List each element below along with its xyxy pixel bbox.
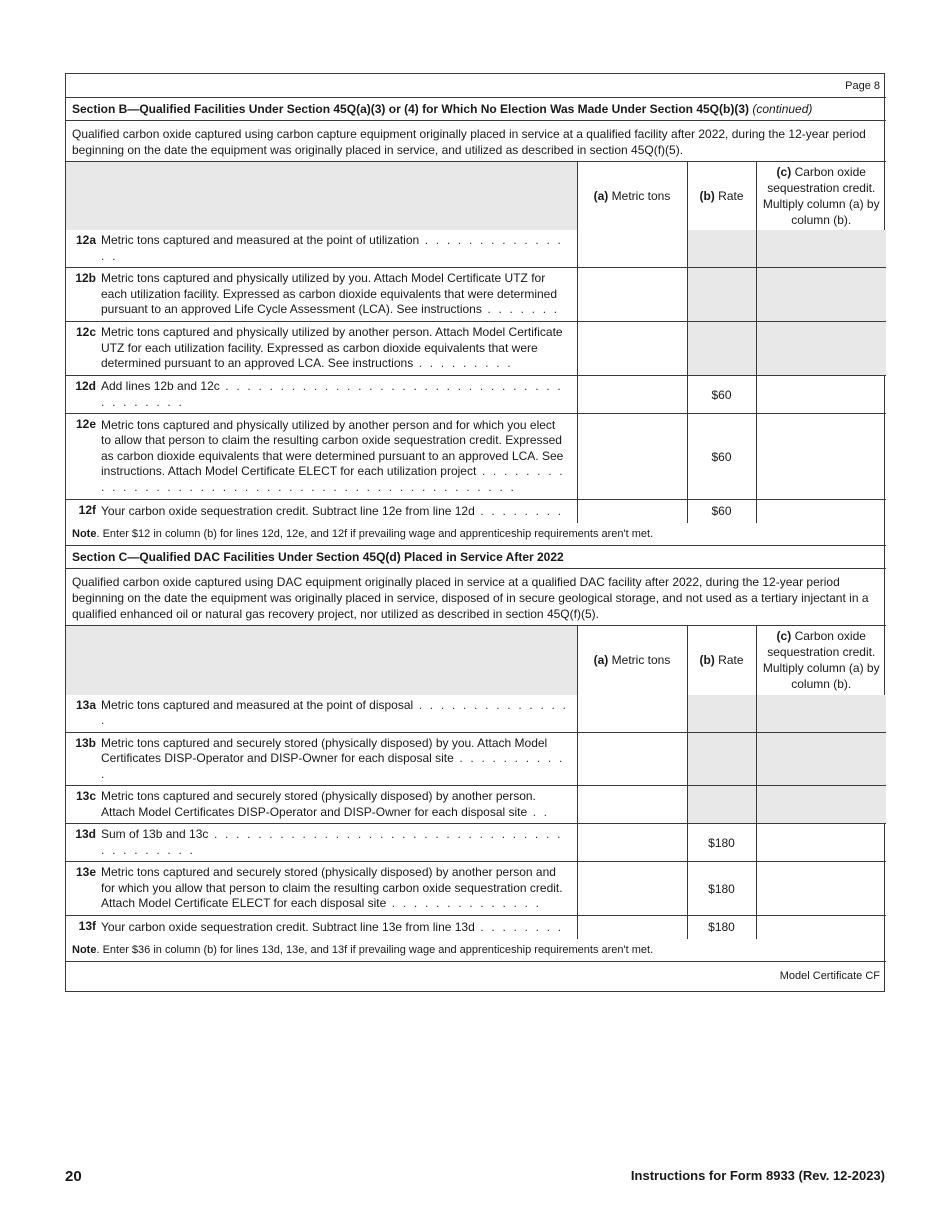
col-b-header: (b) Rate <box>687 161 756 230</box>
credit-field[interactable] <box>756 916 886 939</box>
line-row-13d <box>66 824 886 862</box>
line-row-13b <box>66 732 886 786</box>
line-text: Your carbon oxide sequestration credit. Subtract line 13e from line 13d <box>101 919 475 934</box>
line-text: Metric tons captured and measured at the point of utilization <box>101 233 420 247</box>
credit-field[interactable] <box>756 824 886 862</box>
line-description <box>99 824 577 862</box>
section-b-title <box>66 97 886 120</box>
header-blank <box>66 626 577 695</box>
credit-field <box>756 268 886 322</box>
credit-field <box>756 230 886 268</box>
section-c-title: Section C—Qualified DAC Facilities Under Section 45Q(d) Placed in Service After 2022 <box>66 546 886 569</box>
credit-field[interactable] <box>756 862 886 916</box>
line-number: 13d <box>66 824 99 862</box>
line-row-12a <box>66 230 886 268</box>
line-description <box>99 230 577 268</box>
credit-field[interactable] <box>756 500 886 523</box>
form-table <box>66 74 886 991</box>
rate-cell: $180 <box>687 862 756 916</box>
line-description <box>99 322 577 376</box>
metric-tons-field[interactable] <box>577 500 687 523</box>
rate-cell: $180 <box>687 824 756 862</box>
line-text: Add lines 12b and 12c <box>101 379 220 393</box>
line-description <box>99 500 577 523</box>
line-description <box>99 414 577 500</box>
col-b-header: (b) Rate <box>687 626 756 695</box>
leader-dots: . . . . . . . . . . . . . . . . . . . . . . . . . . . . . . . . . . . . . . . <box>101 379 563 409</box>
line-number: 12e <box>66 414 99 500</box>
line-number: 13b <box>66 732 99 786</box>
rate-cell <box>687 230 756 268</box>
rate-cell: $180 <box>687 916 756 939</box>
credit-field <box>756 322 886 376</box>
line-description <box>99 916 577 939</box>
header-blank <box>66 161 577 230</box>
line-row-12b <box>66 268 886 322</box>
metric-tons-field[interactable] <box>577 862 687 916</box>
line-text: Metric tons captured and physically utilized by another person. Attach Model Certificate UTZ for each utilization facility. Expressed as carbon dioxide equivalents that were determined pursuant to an approved LCA. See instructions <box>101 325 563 371</box>
line-description <box>99 376 577 414</box>
line-description <box>99 732 577 786</box>
metric-tons-field[interactable] <box>577 916 687 939</box>
line-row-13e <box>66 862 886 916</box>
line-row-12f <box>66 500 886 523</box>
rate-cell: $60 <box>687 500 756 523</box>
credit-field <box>756 732 886 786</box>
leader-dots: . . . . . . . . <box>474 503 564 518</box>
rate-cell <box>687 732 756 786</box>
rate-cell <box>687 695 756 733</box>
metric-tons-field[interactable] <box>577 230 687 268</box>
col-a-header: (a) Metric tons <box>577 161 687 230</box>
metric-tons-field[interactable] <box>577 414 687 500</box>
credit-field <box>756 695 886 733</box>
section-b-title-text: Section B—Qualified Facilities Under Section 45Q(a)(3) or (4) for Which No Election Was Made Under Section 45Q(b)(3) <box>72 101 749 116</box>
line-row-13a <box>66 695 886 733</box>
rate-cell <box>687 268 756 322</box>
rate-cell: $60 <box>687 376 756 414</box>
line-description <box>99 268 577 322</box>
line-number: 13f <box>66 916 99 939</box>
metric-tons-field[interactable] <box>577 376 687 414</box>
form-page <box>65 73 885 992</box>
col-c-header: (c) Carbon oxide sequestration credit. Multiply column (a) by column (b). <box>756 161 886 230</box>
section-b-intro: Qualified carbon oxide captured using carbon capture equipment originally placed in service at a qualified facility after 2022, during the 12-year period beginning on the date the equipment was originally placed in service, and utilized as described in section 45Q(f)(5). <box>66 120 886 161</box>
credit-field[interactable] <box>756 414 886 500</box>
leader-dots: . . . . . . . . . . . . . . . <box>101 233 564 263</box>
footer-page-number: 20 <box>65 1168 82 1185</box>
metric-tons-field[interactable] <box>577 695 687 733</box>
leader-dots: . . . . . . . . . . . <box>101 751 565 781</box>
metric-tons-field[interactable] <box>577 268 687 322</box>
page-label: Page 8 <box>66 74 886 97</box>
section-b-note: Note. Enter $12 in column (b) for lines 12d, 12e, and 12f if prevailing wage and apprenticeship requirements aren't met. <box>66 523 886 546</box>
leader-dots: . . . . . . . . . <box>413 356 513 371</box>
line-text: Metric tons captured and physically utilized by you. Attach Model Certificate UTZ for each utilization facility. Expressed as carbon dioxide equivalents that were determined pursuant to an approved Life Cycle Assessment (LCA). See instructions <box>101 271 558 317</box>
line-number: 13c <box>66 786 99 824</box>
leader-dots: . . . . . . . . <box>474 919 564 934</box>
credit-field[interactable] <box>756 376 886 414</box>
col-c-header: (c) Carbon oxide sequestration credit. Multiply column (a) by column (b). <box>756 626 886 695</box>
line-text: Metric tons captured and securely stored (physically disposed) by another person. Attach Model Certificates DISP-Operator and DISP-Owner for each disposal site <box>101 789 536 819</box>
section-b-title-suffix: (continued) <box>752 101 813 116</box>
rate-cell: $60 <box>687 414 756 500</box>
line-number: 13e <box>66 862 99 916</box>
line-text: Metric tons captured and securely stored (physically disposed) by you. Attach Model Certificates DISP-Operator and DISP-Owner for each disposal site <box>101 735 548 765</box>
leader-dots: . . <box>527 804 550 819</box>
leader-dots: . . . . . . . <box>481 302 560 317</box>
line-row-13c <box>66 786 886 824</box>
line-description <box>99 786 577 824</box>
line-text: Metric tons captured and measured at the point of disposal <box>101 697 414 712</box>
metric-tons-field[interactable] <box>577 732 687 786</box>
line-row-12d <box>66 376 886 414</box>
footer-doc-title: Instructions for Form 8933 (Rev. 12-2023) <box>630 1168 885 1183</box>
metric-tons-field[interactable] <box>577 786 687 824</box>
line-text: Metric tons captured and securely stored (physically disposed) by another person and for which you allow that person to claim the resulting carbon oxide sequestration credit. Attach Model Certificate ELECT for each disposal site <box>101 865 563 911</box>
model-certificate-label: Model Certificate CF <box>66 962 886 991</box>
line-text: Metric tons captured and physically utilized by another person and for which you elect to allow that person to claim the resulting carbon oxide sequestration credit. Expressed as carbon dioxide equivalents that were determined pursuant to an approved LCA. See instructions. Attach Model Certificate ELECT for each utilization project <box>101 417 564 479</box>
line-row-12c <box>66 322 886 376</box>
line-row-13f <box>66 916 886 939</box>
section-c-note: Note. Enter $36 in column (b) for lines 13d, 13e, and 13f if prevailing wage and apprenticeship requirements aren't met. <box>66 939 886 962</box>
line-description <box>99 695 577 733</box>
line-number: 12d <box>66 376 99 414</box>
line-text: Sum of 13b and 13c <box>101 827 209 841</box>
line-text: Your carbon oxide sequestration credit. Subtract line 12e from line 12d <box>101 503 475 518</box>
metric-tons-field[interactable] <box>577 824 687 862</box>
line-number: 12f <box>66 500 99 523</box>
col-a-header: (a) Metric tons <box>577 626 687 695</box>
line-number: 12c <box>66 322 99 376</box>
section-c-intro: Qualified carbon oxide captured using DAC equipment originally placed in service at a qualified DAC facility after 2022, during the 12-year period beginning on the date the equipment was originally placed in service, disposed of in secure geological storage, and not used as a tertiary injectant in a qualified enhanced oil or natural gas recovery project, nor utilized as described in section 45Q(f)(5). <box>66 569 886 626</box>
rate-cell <box>687 786 756 824</box>
line-number: 13a <box>66 695 99 733</box>
line-description <box>99 862 577 916</box>
leader-dots: . . . . . . . . . . . . . . . . . . . . . . . . . . . . . . . . . . . . . . . . . . . . . . <box>101 464 565 494</box>
leader-dots: . . . . . . . . . . . . . . . <box>101 697 569 727</box>
rate-cell <box>687 322 756 376</box>
leader-dots: . . . . . . . . . . . . . . <box>386 896 542 911</box>
metric-tons-field[interactable] <box>577 322 687 376</box>
line-number: 12a <box>66 230 99 268</box>
line-number: 12b <box>66 268 99 322</box>
leader-dots: . . . . . . . . . . . . . . . . . . . . . . . . . . . . . . . . . . . . . . . . . <box>101 827 563 857</box>
credit-field <box>756 786 886 824</box>
line-row-12e <box>66 414 886 500</box>
